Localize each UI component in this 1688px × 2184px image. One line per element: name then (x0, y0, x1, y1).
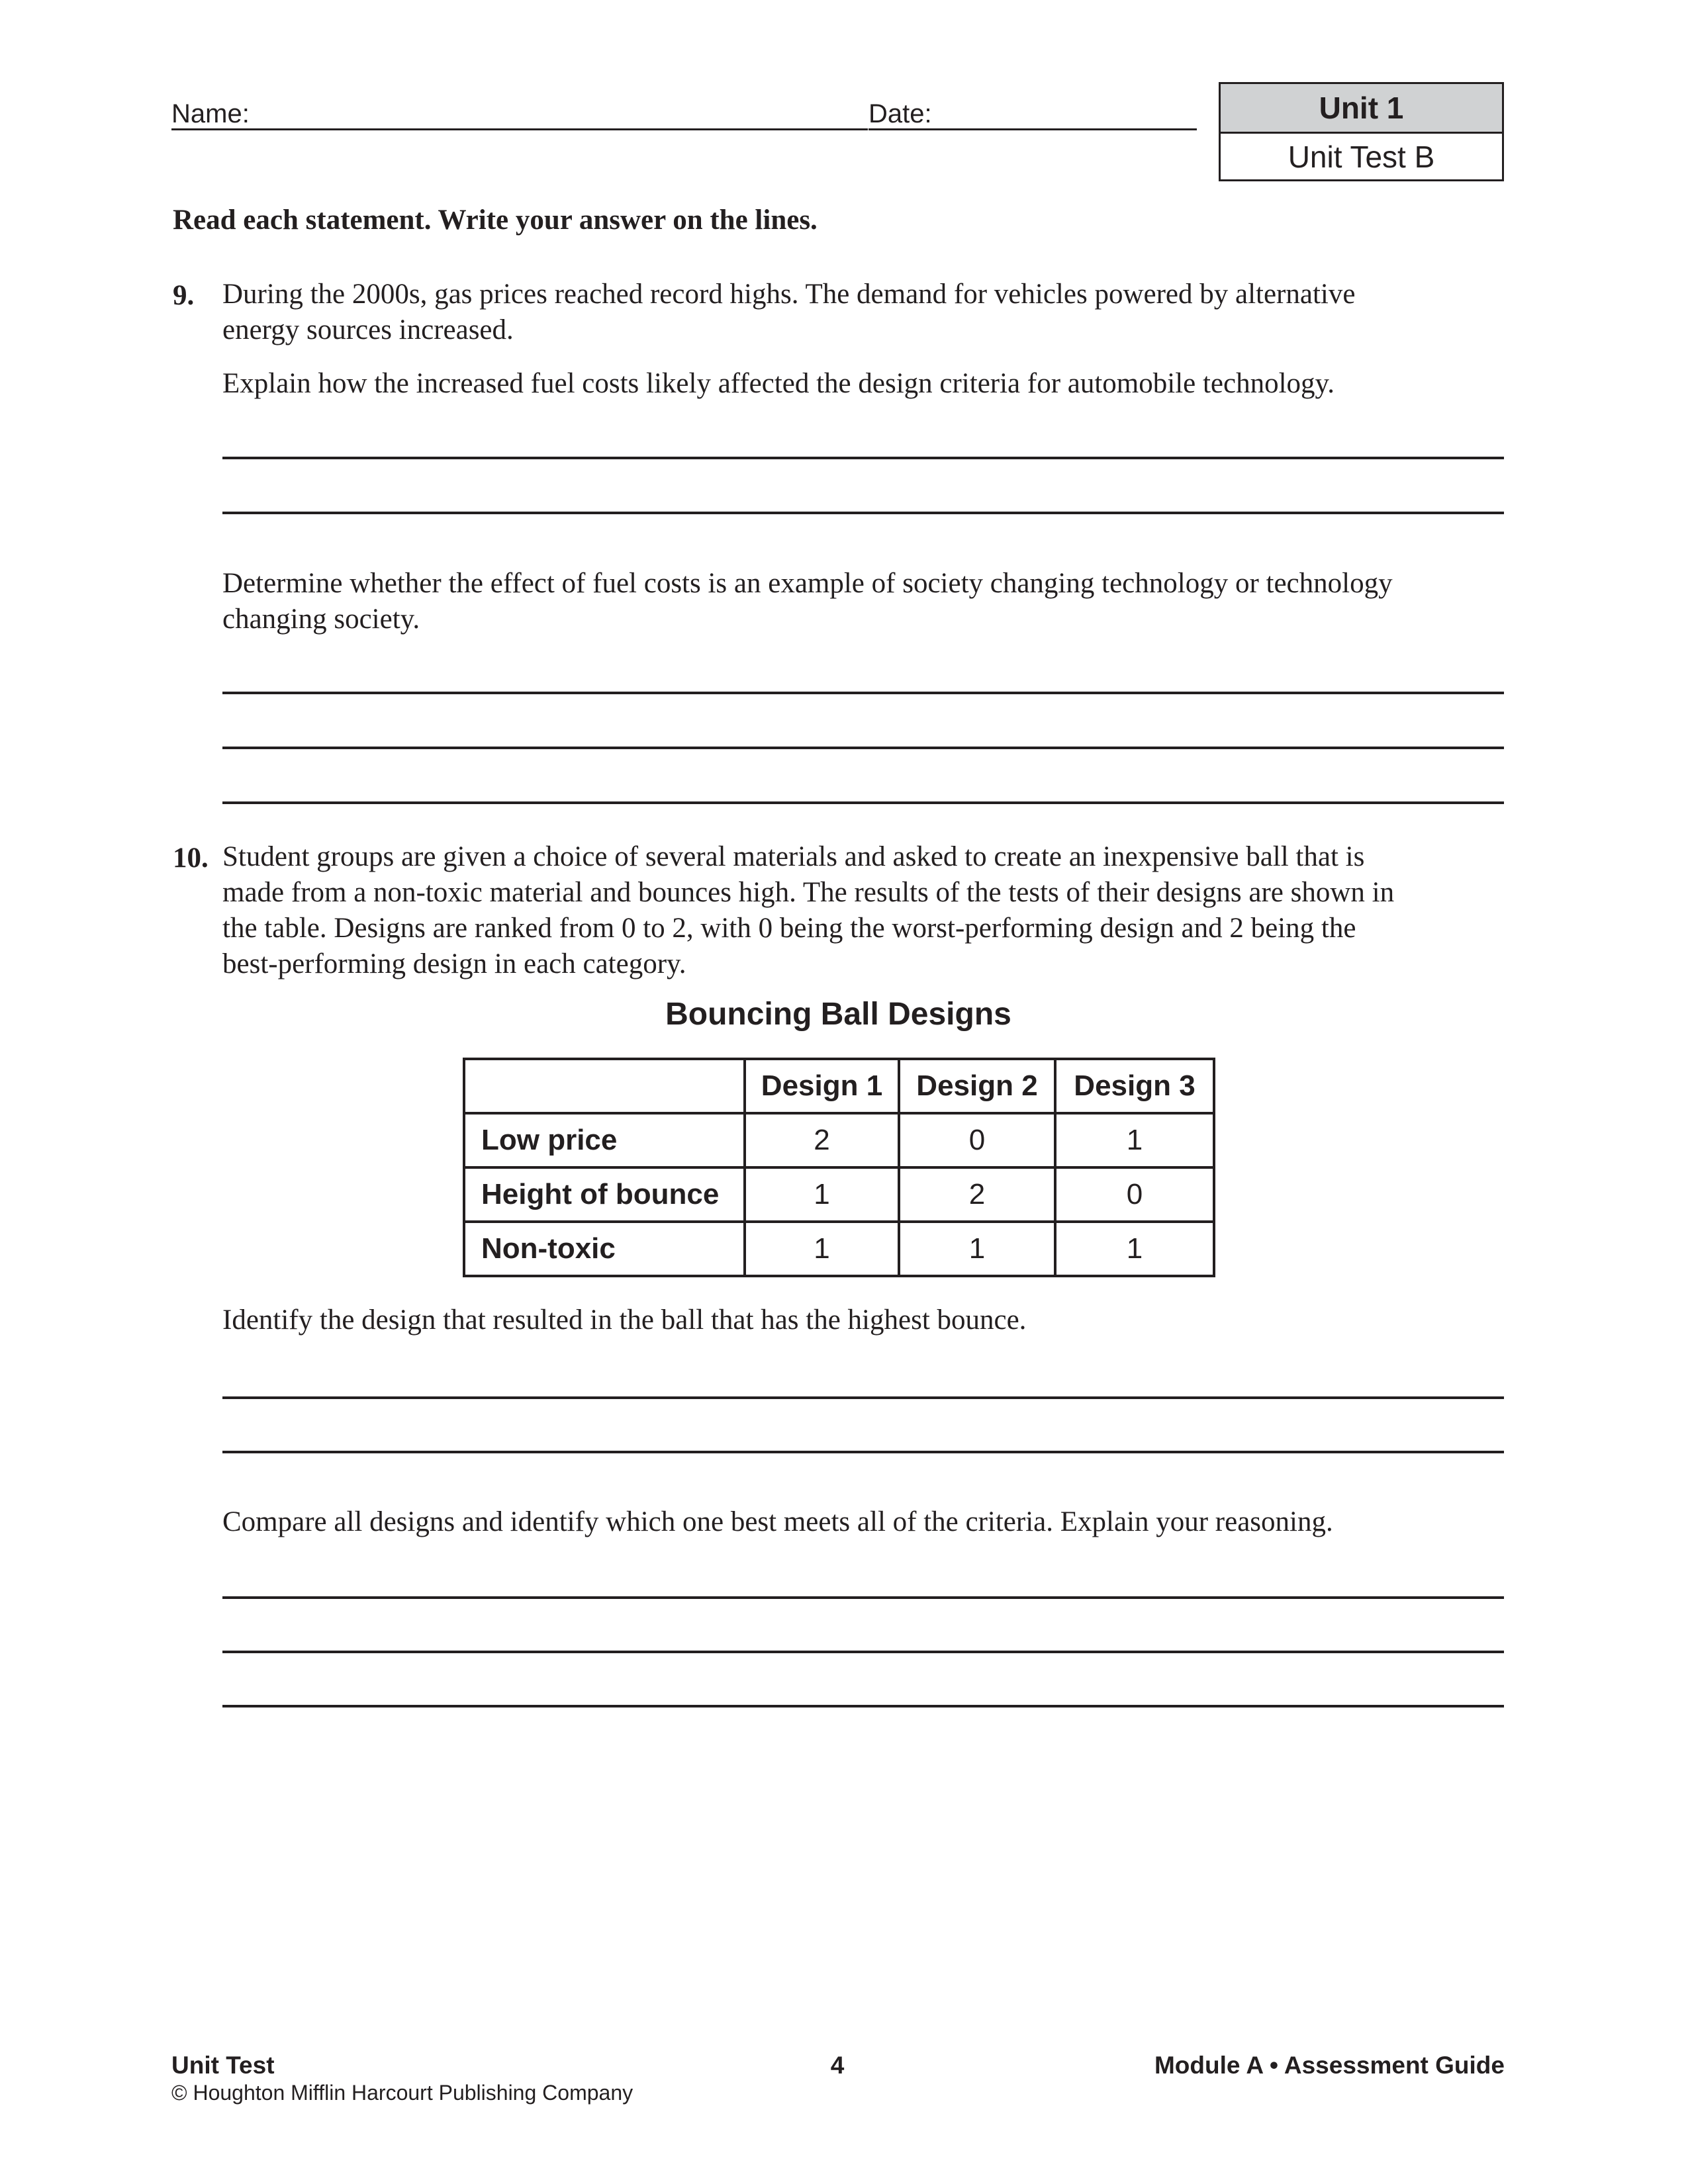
answer-line[interactable] (222, 1396, 1504, 1399)
question-10-prompt-2: Compare all designs and identify which one best meets all of the criteria. Explain your reasoning. (222, 1506, 1333, 1537)
answer-line[interactable] (222, 801, 1504, 804)
question-9-text (222, 277, 1355, 348)
answer-line[interactable] (222, 1596, 1504, 1599)
answer-line[interactable] (222, 747, 1504, 749)
answer-line[interactable] (222, 692, 1504, 694)
table-corner-cell (464, 1059, 745, 1113)
question-10-number: 10. (173, 842, 209, 874)
question-10-line: Student groups are given a choice of several materials and asked to create an inexpensive ball that is (222, 841, 1365, 872)
column-header-design-1: Design 1 (745, 1059, 899, 1113)
row-label-low-price: Low price (464, 1113, 745, 1167)
bouncing-ball-table (463, 1058, 1215, 1277)
question-9-number: 9. (173, 280, 195, 311)
question-9-prompt-2 (222, 566, 1393, 637)
question-9-prompt-1: Explain how the increased fuel costs likely affected the design criteria for automobile technology. (222, 368, 1335, 399)
footer-copyright: © Houghton Mifflin Harcourt Publishing Company (171, 2081, 633, 2105)
page-number: 4 (830, 2052, 845, 2079)
unit-box (1219, 82, 1504, 181)
table-cell: 0 (1055, 1167, 1214, 1222)
question-9-line: During the 2000s, gas prices reached record highs. The demand for vehicles powered by alternative (222, 279, 1356, 310)
footer-right: Module A • Assessment Guide (1154, 2052, 1505, 2079)
row-label-non-toxic: Non-toxic (464, 1222, 745, 1276)
question-10-line: the table. Designs are ranked from 0 to 2, with 0 being the worst-performing design and 2 being the (222, 913, 1356, 944)
table-cell: 1 (745, 1167, 899, 1222)
table-title: Bouncing Ball Designs (665, 997, 1011, 1032)
answer-line[interactable] (222, 1451, 1504, 1453)
column-header-design-3: Design 3 (1055, 1059, 1214, 1113)
question-10-text (222, 839, 1394, 982)
row-label-height-of-bounce: Height of bounce (464, 1167, 745, 1222)
table-cell: 1 (1055, 1222, 1214, 1276)
table-cell: 1 (1055, 1113, 1214, 1167)
table-cell: 2 (745, 1113, 899, 1167)
prompt-line: changing society. (222, 604, 420, 635)
table-cell: 1 (899, 1222, 1055, 1276)
footer-left: Unit Test (171, 2052, 275, 2079)
name-label: Name: (171, 99, 250, 128)
table-cell: 2 (899, 1167, 1055, 1222)
name-line[interactable] (171, 128, 868, 130)
unit-title: Unit 1 (1221, 84, 1502, 134)
question-10-prompt-1: Identify the design that resulted in the ball that has the highest bounce. (222, 1304, 1027, 1336)
date-label: Date: (868, 99, 932, 128)
table-cell: 0 (899, 1113, 1055, 1167)
table-cell: 1 (745, 1222, 899, 1276)
question-10-line: best-performing design in each category. (222, 948, 686, 979)
column-header-design-2: Design 2 (899, 1059, 1055, 1113)
table-row (464, 1222, 1214, 1276)
table-header-row (464, 1059, 1214, 1113)
answer-line[interactable] (222, 1651, 1504, 1653)
instructions: Read each statement. Write your answer on the lines. (173, 205, 818, 236)
question-9-line: energy sources increased. (222, 314, 514, 345)
prompt-line: Determine whether the effect of fuel costs is an example of society changing technology or technology (222, 568, 1393, 599)
table-row (464, 1167, 1214, 1222)
date-line[interactable] (868, 128, 1197, 130)
question-10-line: made from a non-toxic material and bounces high. The results of the tests of their designs are shown in (222, 877, 1395, 908)
table-row (464, 1113, 1214, 1167)
answer-line[interactable] (222, 1705, 1504, 1707)
unit-test-label: Unit Test B (1288, 139, 1435, 174)
answer-line[interactable] (222, 457, 1504, 459)
answer-line[interactable] (222, 512, 1504, 514)
